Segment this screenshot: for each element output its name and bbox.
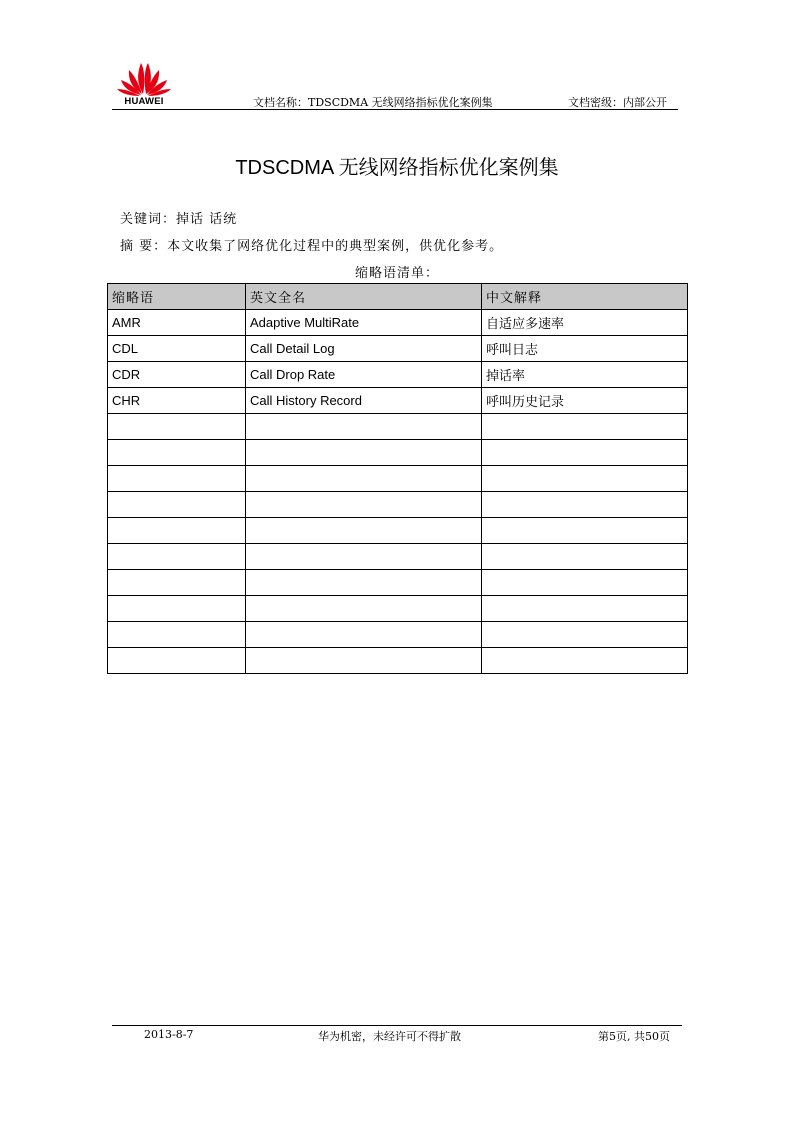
keywords: 关键词：掉话 话统 (120, 212, 238, 227)
table-row (108, 440, 688, 466)
header-abbreviation: 缩略语 (108, 284, 246, 310)
security-level: 文档密级：内部公开 (568, 96, 667, 109)
chinese-meaning-cell (482, 596, 688, 622)
abbreviation-cell (108, 414, 246, 440)
english-name-cell (246, 440, 482, 466)
table-row (108, 362, 688, 388)
abbreviation-cell (108, 570, 246, 596)
abbreviation-cell (108, 622, 246, 648)
abbreviation-cell (108, 440, 246, 466)
huawei-petals-icon (116, 60, 172, 96)
english-name-cell (246, 570, 482, 596)
huawei-logo (116, 60, 176, 110)
chinese-meaning-cell (482, 544, 688, 570)
table-row (108, 336, 688, 362)
header-chinese-meaning: 中文解释 (482, 284, 688, 310)
abbreviation-list-title: 缩略语清单： (354, 266, 439, 281)
document-title: TDSCDMA 无线网络指标优化案例集 (235, 157, 559, 179)
english-name-cell (246, 414, 482, 440)
table-row (108, 310, 688, 336)
chinese-meaning-cell (482, 648, 688, 674)
abbreviation-cell: CHR (108, 388, 246, 414)
chinese-meaning-cell (482, 440, 688, 466)
logo-text: HUAWEI (124, 96, 164, 107)
abbreviation-cell (108, 648, 246, 674)
table-row (108, 648, 688, 674)
table-row (108, 596, 688, 622)
chinese-meaning-cell: 自适应多速率 (482, 310, 688, 336)
abbreviation-cell (108, 466, 246, 492)
chinese-meaning-cell (482, 414, 688, 440)
chinese-meaning-cell (482, 518, 688, 544)
english-name-cell: Call Detail Log (246, 336, 482, 362)
english-name-cell (246, 596, 482, 622)
abbreviation-table (107, 283, 688, 674)
footer-divider (112, 1025, 682, 1026)
english-name-cell: Call History Record (246, 388, 482, 414)
header-english-name: 英文全名 (246, 284, 482, 310)
chinese-meaning-cell: 掉话率 (482, 362, 688, 388)
english-name-cell (246, 648, 482, 674)
abbreviation-cell: CDR (108, 362, 246, 388)
abstract: 摘 要：本文收集了网络优化过程中的典型案例，供优化参考。 (120, 239, 504, 254)
abbreviation-cell: AMR (108, 310, 246, 336)
footer-confidential: 华为机密，未经许可不得扩散 (318, 1030, 461, 1043)
abbreviation-cell (108, 596, 246, 622)
abbreviation-cell: CDL (108, 336, 246, 362)
header-divider (112, 109, 678, 110)
english-name-cell (246, 544, 482, 570)
abbreviation-cell (108, 518, 246, 544)
chinese-meaning-cell (482, 622, 688, 648)
table-row (108, 466, 688, 492)
table-row (108, 622, 688, 648)
table-header-row (108, 284, 688, 310)
table-row (108, 570, 688, 596)
abbreviation-cell (108, 492, 246, 518)
footer-page-number: 第5页, 共50页 (598, 1030, 670, 1043)
english-name-cell (246, 492, 482, 518)
english-name-cell (246, 518, 482, 544)
english-name-cell: Adaptive MultiRate (246, 310, 482, 336)
chinese-meaning-cell (482, 492, 688, 518)
chinese-meaning-cell (482, 466, 688, 492)
chinese-meaning-cell: 呼叫历史记录 (482, 388, 688, 414)
english-name-cell (246, 622, 482, 648)
table-row (108, 544, 688, 570)
footer-date: 2013-8-7 (144, 1028, 194, 1041)
english-name-cell (246, 466, 482, 492)
table-row (108, 414, 688, 440)
chinese-meaning-cell (482, 570, 688, 596)
english-name-cell: Call Drop Rate (246, 362, 482, 388)
table-row (108, 518, 688, 544)
chinese-meaning-cell: 呼叫日志 (482, 336, 688, 362)
table-row (108, 492, 688, 518)
table-row (108, 388, 688, 414)
doc-name: 文档名称：TDSCDMA 无线网络指标优化案例集 (253, 96, 493, 109)
abbreviation-cell (108, 544, 246, 570)
